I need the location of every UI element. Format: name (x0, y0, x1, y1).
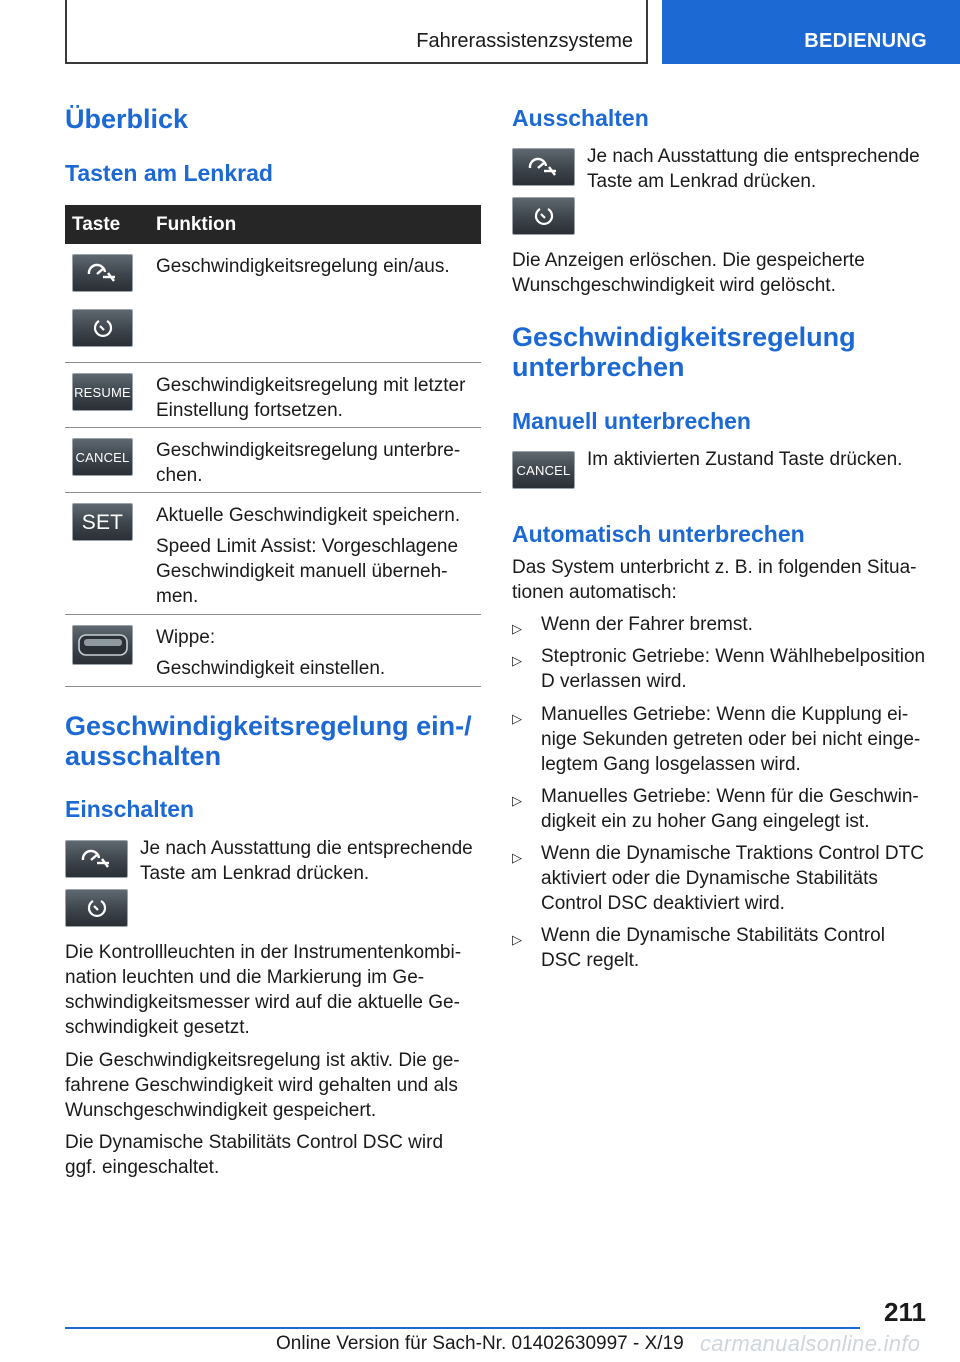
paragraph-switch-off: Die Anzeigen erlöschen. Die gespeicherte Wunschgeschwindigkeit wird gelöscht. (512, 250, 865, 296)
list-item: ▷ Steptronic Getriebe: Wenn Wählhebelposition D verlassen wird. (512, 646, 926, 692)
function-text: Geschwindigkeitsregelung mit letzter Einstellung fortsetzen. (156, 375, 466, 421)
cruise-control-key (72, 254, 133, 292)
function-text: Aktuelle Geschwindigkeit speichern. (156, 505, 461, 526)
speed-limiter-key (512, 197, 575, 235)
bullet-triangle-icon: ▷ (512, 932, 522, 947)
function-text: Wippe: (156, 627, 216, 648)
switch-off-text-line2: Taste am Lenkrad drücken. (587, 171, 817, 192)
header-section-title: Fahrerassistenzsysteme (416, 30, 633, 52)
rocker-key (72, 625, 133, 665)
switch-off-text-line1: Je nach Ausstattung die entsprechende (587, 146, 920, 167)
keys-table (65, 205, 481, 687)
speed-limiter-icon (90, 317, 116, 339)
table-row (65, 363, 481, 428)
list-item: ▷ Wenn die Dynamische Traktions Control DTC aktiviert oder die Dynamische Stabilitäts Control DSC deaktiviert wird. (512, 843, 924, 914)
table-header-row (65, 205, 481, 244)
manual-interrupt-text: Im aktivierten Zustand Taste drücken. (587, 449, 903, 470)
header-section-box (65, 0, 648, 64)
heading-onoff-line2: ausschalten (65, 741, 222, 771)
resume-key: RESUME (72, 373, 133, 411)
table-row (65, 493, 481, 615)
footer-watermark: carmanualsonline.info (700, 1331, 921, 1356)
function-text: Speed Limit Assist: Vorgeschlagene Geschwindigkeit manuell übernehmen. (156, 536, 459, 607)
function-text: Geschwindigkeit einstellen. (156, 658, 386, 679)
paragraph-active: Die Geschwindigkeitsregelung ist aktiv. Die gefahrene Geschwindigkeit wird gehalten und als Wunschgeschwindigkeit gespeichert. (65, 1050, 460, 1121)
list-item: ▷ Manuelles Getriebe: Wenn die Kupplung einige Sekunden getreten oder bei nicht eingelegtem Gang losgelassen wird. (512, 704, 921, 775)
paragraph-indicators: Die Kontrollleuchten in der Instrumentenkombination leuchten und die Markierung im Geschwindigkeitsmesser wird auf die aktuelle Geschwindigkeit gesetzt. (65, 942, 462, 1038)
list-item: ▷ Manuelles Getriebe: Wenn für die Geschwindigkeit ein zu hoher Gang eingelegt ist. (512, 786, 919, 832)
cancel-key: CANCEL (72, 438, 133, 476)
table-row (65, 615, 481, 687)
heading-switch-on: Einschalten (65, 796, 195, 822)
speed-limiter-key (65, 889, 128, 927)
header-chapter-tab[interactable] (662, 0, 960, 64)
cruise-control-icon (80, 848, 114, 870)
bullet-triangle-icon: ▷ (512, 793, 522, 808)
function-text: Geschwindigkeitsregelung ein/aus. (156, 256, 450, 277)
footer-divider (65, 1327, 860, 1329)
heading-interrupt-line1: Geschwindigkeitsregelung (512, 322, 856, 352)
rocker-switch-icon (77, 630, 129, 660)
switch-on-text-line1: Je nach Ausstattung die entsprechende (140, 838, 473, 859)
paragraph-auto-interrupt: Das System unterbricht z. B. in folgenden Situationen automatisch: (512, 557, 917, 603)
heading-onoff-line1: Geschwindigkeitsregelung ein-/ (65, 711, 472, 741)
heading-switch-off: Ausschalten (512, 105, 649, 131)
speed-limiter-icon (531, 205, 557, 227)
speed-limiter-icon (84, 897, 110, 919)
cruise-control-key (65, 840, 128, 878)
list-item: ▷ Wenn der Fahrer bremst. (512, 612, 928, 637)
table-header-function: Funktion (144, 205, 481, 244)
bullet-triangle-icon: ▷ (512, 711, 522, 726)
table-row (65, 428, 481, 493)
function-text: Geschwindigkeitsregelung unterbrechen. (156, 440, 461, 486)
cancel-key: CANCEL (512, 451, 575, 489)
cruise-control-key (512, 148, 575, 186)
footer-version: Online Version für Sach-Nr. 01402630997 - X/19 (276, 1333, 684, 1354)
speed-limiter-key (72, 309, 133, 347)
bullet-triangle-icon: ▷ (512, 850, 522, 865)
paragraph-dsc: Die Dynamische Stabilitäts Control DSC wird ggf. eingeschaltet. (65, 1132, 444, 1178)
bullet-triangle-icon: ▷ (512, 653, 522, 668)
set-key: SET (72, 503, 133, 541)
heading-overview: Überblick (65, 104, 189, 134)
heading-auto-interrupt: Automatisch unterbrechen (512, 521, 805, 547)
heading-steering-keys: Tasten am Lenkrad (65, 160, 273, 186)
table-row (65, 244, 481, 363)
switch-on-text-line2: Taste am Lenkrad drücken. (140, 863, 370, 884)
table-header-key: Taste (65, 205, 144, 244)
cruise-control-icon (527, 156, 561, 178)
heading-manual-interrupt: Manuell unterbrechen (512, 408, 751, 434)
cruise-control-icon (86, 262, 120, 284)
bullet-triangle-icon: ▷ (512, 621, 522, 636)
page-number: 211 (884, 1297, 926, 1327)
list-item: ▷ Wenn die Dynamische Stabilitäts Control DSC regelt. (512, 925, 885, 971)
heading-interrupt-line2: unterbrechen (512, 352, 685, 382)
header-chapter-title: BEDIENUNG (804, 30, 927, 52)
